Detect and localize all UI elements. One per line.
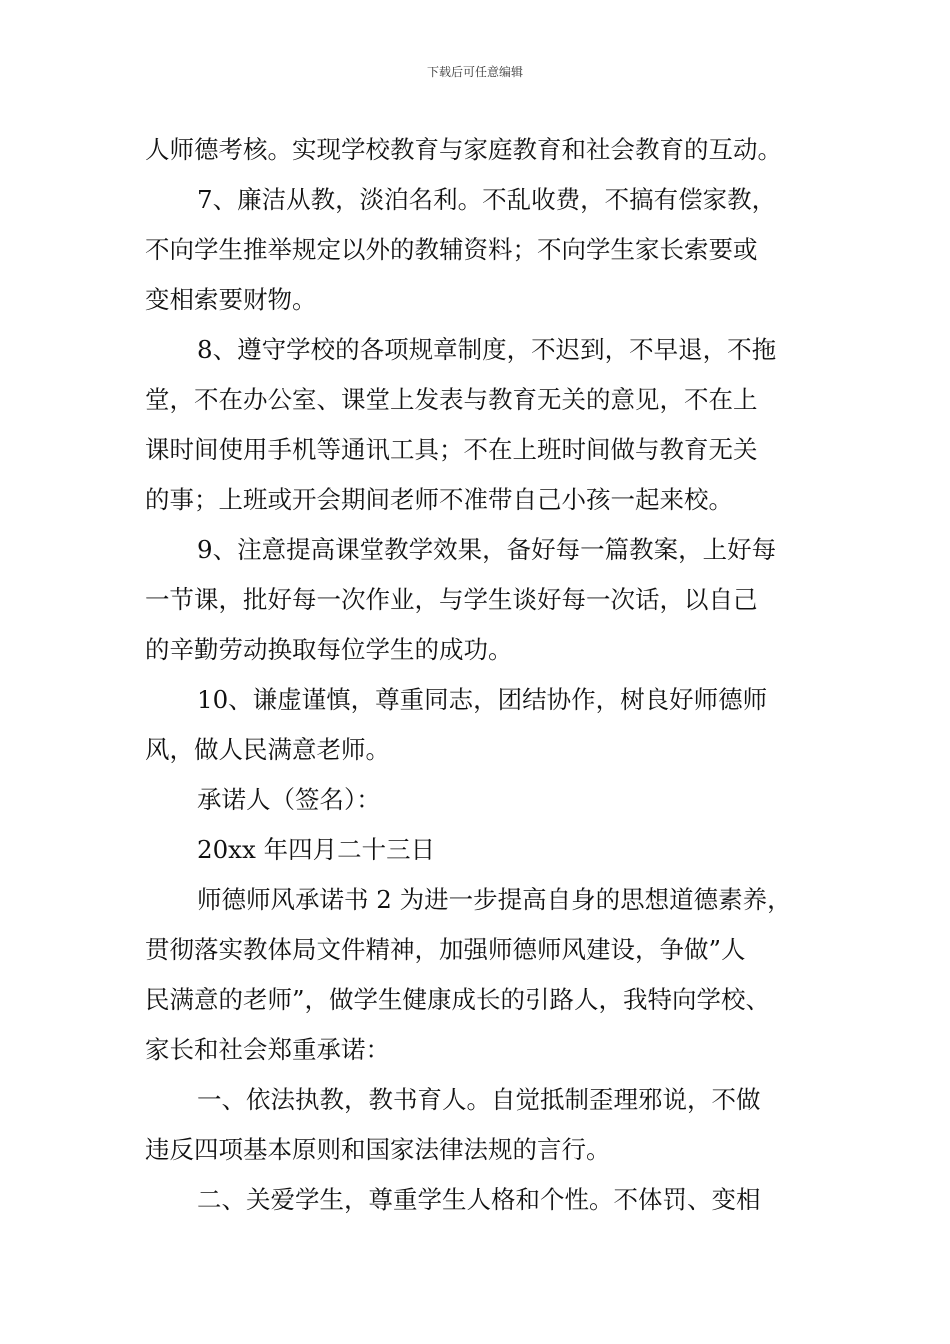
text-line: 不向学生推举规定以外的教辅资料；不向学生家长索要或	[145, 235, 758, 264]
page-header: 下载后可任意编辑	[426, 65, 523, 79]
text-line: 的辛勤劳动换取每位学生的成功。	[145, 635, 513, 664]
text-line: 人师德考核。实现学校教育与家庭教育和社会教育的互动。	[145, 135, 782, 164]
text-line: 风，做人民满意老师。	[145, 735, 390, 764]
text-line: 家长和社会郑重承诺：	[145, 1035, 390, 1064]
text-line: 二、关爱学生，尊重学生人格和个性。不体罚、变相	[197, 1185, 761, 1214]
text-line: 10、谦虚谨慎，尊重同志，团结协作，树良好师德师	[197, 685, 768, 714]
text-line: 违反四项基本原则和国家法律法规的言行。	[145, 1135, 611, 1164]
signature-label: 承诺人（签名）：	[197, 785, 381, 814]
text-line: 堂，不在办公室、课堂上发表与教育无关的意见，不在上	[145, 385, 758, 414]
text-line: 变相索要财物。	[145, 285, 317, 314]
text-line: 一节课，批好每一次作业，与学生谈好每一次话，以自己	[145, 585, 758, 614]
text-line: 9、注意提高课堂教学效果，备好每一篇教案，上好每	[197, 535, 777, 564]
text-line: 师德师风承诺书 2 为进一步提高自身的思想道德素养，	[197, 885, 792, 914]
text-line: 民满意的老师”，做学生健康成长的引路人，我特向学校、	[145, 985, 771, 1014]
text-line: 课时间使用手机等通讯工具；不在上班时间做与教育无关	[145, 435, 758, 464]
text-line: 的事；上班或开会期间老师不准带自己小孩一起来校。	[145, 485, 733, 514]
text-line: 贯彻落实教体局文件精神，加强师德师风建设，争做”人	[145, 935, 746, 964]
document-body	[145, 125, 810, 1225]
text-line: 8、遵守学校的各项规章制度，不迟到，不早退，不拖	[197, 335, 777, 364]
text-line: 一、依法执教，教书育人。自觉抵制歪理邪说，不做	[197, 1085, 761, 1114]
date-line: 20xx 年四月二十三日	[197, 835, 436, 864]
text-line: 7、廉洁从教，淡泊名利。不乱收费，不搞有偿家教，	[197, 185, 777, 214]
